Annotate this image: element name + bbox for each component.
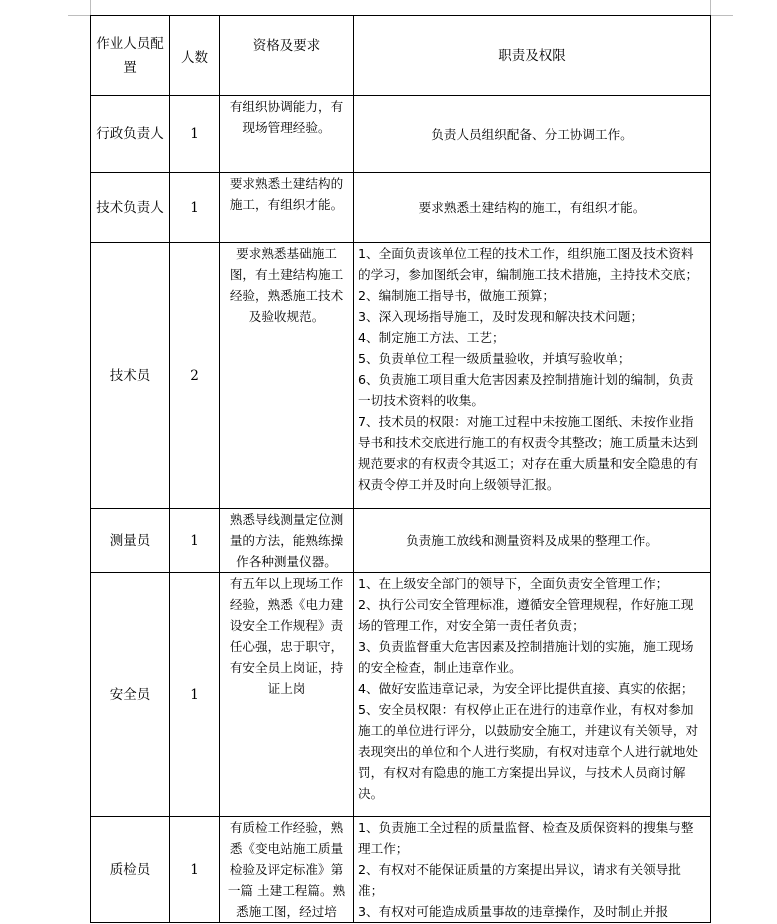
header-requirements: 资格及要求 [220,16,354,96]
row-count: 1 [170,509,220,573]
row-duties [354,573,711,817]
duty-line: 2、执行公司安全管理标准，遵循安全管理规程，作好施工现场的管理工作，对安全第一责任者负责； [358,597,694,633]
row-duties [354,173,711,243]
row-role: 测量员 [91,509,170,573]
row-requirements: 有五年以上现场工作经验，熟悉《电力建设安全工作规程》责任心强，忠于职守，有安全员上岗证，持证上岗 [220,573,354,817]
row-count: 1 [170,173,220,243]
header-role: 作业人员配置 [91,16,170,96]
row-requirements: 要求熟悉土建结构的施工，有组织才能。 [220,173,354,243]
row-role: 行政负责人 [91,96,170,173]
personnel-duty-table [90,15,711,923]
duty-line: 5、负责单位工程一级质量验收，并填写验收单； [358,351,631,366]
duty-line: 2、有权对不能保证质量的方案提出异议，请求有关领导批准； [358,862,681,898]
duty-line: 负责人员组织配备、分工协调工作。 [431,126,633,142]
row-role: 质检员 [91,817,170,923]
row-duties [354,96,711,173]
row-role: 技术负责人 [91,173,170,243]
table-row [91,573,711,817]
duty-line: 3、深入现场指导施工，及时发现和解决技术问题； [358,309,644,324]
row-count: 1 [170,817,220,923]
row-duties [354,817,711,923]
page-corner-mark-right [710,0,733,16]
duty-line: 3、有权对可能造成质量事故的违章操作，及时制止并报 [358,904,669,919]
duty-line: 5、安全员权限：有权停止正在进行的违章作业，有权对参加施工的单位进行评分，以鼓励安全施工，并建议有关领导，对表现突出的单位和个人进行奖励，有权对违章个人进行就地处罚，有权对有隐患的施工方案提出异议，与技术人员商讨解决。 [358,702,699,801]
row-role: 安全员 [91,573,170,817]
duty-line: 4、制定施工方法、工艺； [358,330,505,345]
table-row [91,509,711,573]
row-requirements: 有组织协调能力，有现场管理经验。 [220,96,354,173]
header-count: 人数 [170,16,220,96]
duty-line: 1、在上级安全部门的领导下，全面负责安全管理工作； [358,576,669,591]
row-duties [354,509,711,573]
row-count: 1 [170,573,220,817]
row-requirements: 要求熟悉基础施工图，有土建结构施工经验，熟悉施工技术及验收规范。 [220,243,354,509]
page-corner-mark-left [68,0,91,16]
duty-line: 3、负责监督重大危害因素及控制措施计划的实施，施工现场的安全检查，制止违章作业。 [358,639,694,675]
duty-line: 1、全面负责该单位工程的技术工作，组织施工图及技术资料的学习，参加图纸会审，编制施工技术措施，主持技术交底； [358,246,699,282]
duty-line: 4、做好安监违章记录，为安全评比提供直接、真实的依据； [358,681,694,696]
table-header-row [91,16,711,96]
row-count: 1 [170,96,220,173]
duty-line: 2、编制施工指导书，做施工预算； [358,288,555,303]
row-requirements: 有质检工作经验，熟悉《变电站施工质量检验及评定标准》第一篇 土建工程篇。熟悉施工图，经过培 [220,817,354,923]
table-row [91,817,711,923]
header-duties: 职责及权限 [354,16,711,96]
table-row [91,243,711,509]
duty-line: 7、技术员的权限：对施工过程中未按施工图纸、未按作业指导书和技术交底进行施工的有权责令其整改；施工质量未达到规范要求的有权责令其返工；对存在重大质量和安全隐患的有权责令停工并及时向上级领导汇报。 [358,414,699,492]
duty-line: 要求熟悉土建结构的施工，有组织才能。 [418,200,646,215]
duty-line: 1、负责施工全过程的质量监督、检查及质保资料的搜集与整理工作； [358,820,694,856]
table-row [91,96,711,173]
table-row [91,173,711,243]
duty-line: 负责施工放线和测量资料及成果的整理工作。 [406,533,658,548]
row-role: 技术员 [91,243,170,509]
duty-line: 6、负责施工项目重大危害因素及控制措施计划的编制，负责一切技术资料的收集。 [358,372,694,408]
row-requirements: 熟悉导线测量定位测量的方法，能熟练操作各种测量仪器。 [220,509,354,573]
row-duties [354,243,711,509]
row-count: 2 [170,243,220,509]
